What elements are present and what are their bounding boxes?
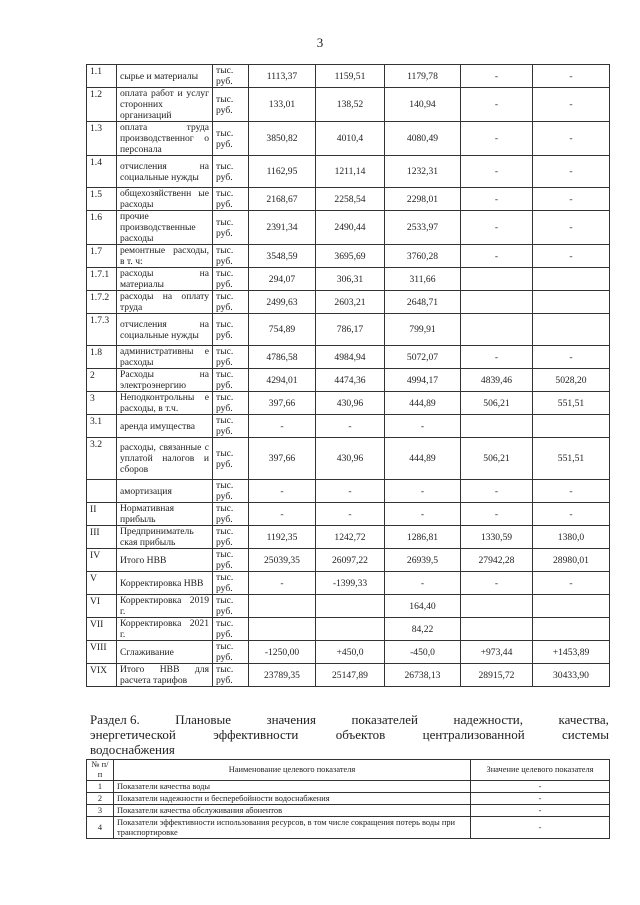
row-number: VIX [87,664,117,687]
row-name: расходы на материалы [117,268,213,291]
table-row [87,549,610,572]
table-row [87,805,610,817]
row-unit: тыс. руб. [213,549,249,572]
table-row [87,268,610,291]
row-value: 1179,78 [385,65,461,88]
row-value [461,618,533,641]
table-row [87,817,610,839]
row-value: 2391,34 [249,211,316,245]
row-value: 5072,07 [385,346,461,369]
row-value [461,595,533,618]
header-no: № п/п [87,760,114,781]
heading-word: показателей [351,712,419,727]
row-value: - [471,805,610,817]
row-value: - [533,480,610,503]
row-value: 2533,97 [385,211,461,245]
row-value: - [316,503,385,526]
table-row [87,526,610,549]
row-name: Корректировка НВВ [117,572,213,595]
table-row [87,346,610,369]
row-number: 3.1 [87,415,117,438]
row-value: 1211,14 [316,156,385,188]
row-value: 1242,72 [316,526,385,549]
row-value: 4786,58 [249,346,316,369]
row-number: 4 [87,817,114,839]
row-value: - [533,65,610,88]
row-name: прочие производственные расходы [117,211,213,245]
heading-word: Раздел 6. [90,712,140,727]
row-unit: тыс. руб. [213,211,249,245]
row-unit: тыс. руб. [213,188,249,211]
table-row [87,122,610,156]
table-row [87,480,610,503]
row-value: 311,66 [385,268,461,291]
row-value: 551,51 [533,438,610,480]
row-unit: тыс. руб. [213,664,249,687]
row-value: 26939,5 [385,549,461,572]
row-value: - [533,211,610,245]
heading-word: централизованной [422,727,525,742]
row-value: 1330,59 [461,526,533,549]
row-value: 1159,51 [316,65,385,88]
table-row [87,781,610,793]
row-value: 4474,36 [316,369,385,392]
row-number: 1.3 [87,122,117,156]
row-value: - [249,503,316,526]
table-row [87,503,610,526]
row-name: расходы на оплату труда [117,291,213,314]
row-value: 2490,44 [316,211,385,245]
table-row [87,641,610,664]
row-name: Показатели надежности и бесперебойности водоснабжения [114,793,471,805]
row-value: 786,17 [316,314,385,346]
row-value: 1113,37 [249,65,316,88]
row-value: - [461,156,533,188]
row-name: расходы, связанные с уплатой налогов и сборов [117,438,213,480]
row-value: - [471,781,610,793]
row-value [533,415,610,438]
row-value: 754,89 [249,314,316,346]
row-unit: тыс. руб. [213,641,249,664]
header-name: Наименование целевого показателя [114,760,471,781]
row-name: ремонтные расходы, в т. ч: [117,245,213,268]
row-number: 3 [87,392,117,415]
row-value [461,415,533,438]
row-value: - [471,793,610,805]
targets-table [86,759,610,839]
row-unit: тыс. руб. [213,65,249,88]
heading-word: надежности, [453,712,524,727]
row-name: Нормативная прибыль [117,503,213,526]
row-name: общехозяйственн ые расходы [117,188,213,211]
row-value: - [461,480,533,503]
row-value: 2499,63 [249,291,316,314]
heading-word: энергетической [90,727,176,742]
row-name: Показатели качества обслуживания абонентов [114,805,471,817]
row-value: - [385,480,461,503]
row-value: - [461,88,533,122]
row-number: 1.7 [87,245,117,268]
heading-word: системы [562,727,609,742]
row-value: 306,31 [316,268,385,291]
row-name: Сглаживание [117,641,213,664]
row-value [249,618,316,641]
row-value: 25147,89 [316,664,385,687]
row-name: амортизация [117,480,213,503]
table-row [87,188,610,211]
row-name: отчисления на социальные нужды [117,314,213,346]
row-number: II [87,503,117,526]
row-value: 27942,28 [461,549,533,572]
row-number: V [87,572,117,595]
row-value: - [533,572,610,595]
row-value [461,314,533,346]
row-number: 1.7.1 [87,268,117,291]
row-value: 430,96 [316,392,385,415]
row-value: - [533,188,610,211]
row-value: 25039,35 [249,549,316,572]
row-name: Корректировка 2019 г. [117,595,213,618]
row-value: 3760,28 [385,245,461,268]
row-value: 26097,22 [316,549,385,572]
row-value [316,595,385,618]
table-row [87,88,610,122]
row-value: 506,21 [461,392,533,415]
table-row [87,245,610,268]
heading-word: эффективности [213,727,299,742]
row-unit: тыс. руб. [213,480,249,503]
row-number: 1 [87,781,114,793]
row-number: 3.2 [87,438,117,480]
row-unit: тыс. руб. [213,415,249,438]
row-value: 3695,69 [316,245,385,268]
row-value: 2648,71 [385,291,461,314]
row-number: 2 [87,369,117,392]
row-value: - [249,415,316,438]
row-name: Итого НВВ для расчета тарифов [117,664,213,687]
row-unit: тыс. руб. [213,88,249,122]
row-value: - [533,156,610,188]
row-unit: тыс. руб. [213,369,249,392]
row-value: 1162,95 [249,156,316,188]
row-number: 3 [87,805,114,817]
row-value: 799,91 [385,314,461,346]
table-row [87,664,610,687]
row-unit: тыс. руб. [213,156,249,188]
row-value: 26738,13 [385,664,461,687]
row-number [87,480,117,503]
table-row [87,65,610,88]
row-name: Предприниматель ская прибыль [117,526,213,549]
row-value: -1250,00 [249,641,316,664]
row-number: 2 [87,793,114,805]
row-value: - [533,503,610,526]
row-value: 4080,49 [385,122,461,156]
row-value [316,618,385,641]
heading-word: Плановые [175,712,231,727]
table-row [87,392,610,415]
row-number: VI [87,595,117,618]
row-value: 4839,46 [461,369,533,392]
row-value: 1232,31 [385,156,461,188]
row-name: Итого НВВ [117,549,213,572]
table-row [87,314,610,346]
row-value [533,595,610,618]
row-value: - [385,572,461,595]
row-unit: тыс. руб. [213,572,249,595]
row-value: - [385,503,461,526]
row-unit: тыс. руб. [213,503,249,526]
table-row [87,291,610,314]
row-value [533,314,610,346]
row-value: +973,44 [461,641,533,664]
row-value: 397,66 [249,438,316,480]
row-name: Расходы на электроэнергию [117,369,213,392]
section-heading-line-3: водоснабжения [90,742,175,757]
row-value: 430,96 [316,438,385,480]
section-heading [90,712,609,757]
row-value: - [533,122,610,156]
table-row [87,793,610,805]
row-unit: тыс. руб. [213,438,249,480]
table-row [87,415,610,438]
row-value: - [249,572,316,595]
row-unit: тыс. руб. [213,618,249,641]
row-value: 28980,01 [533,549,610,572]
row-name: отчисления на социальные нужды [117,156,213,188]
row-name: Неподконтрольны е расходы, в т.ч. [117,392,213,415]
row-value: 1380,0 [533,526,610,549]
heading-word: значения [266,712,316,727]
row-unit: тыс. руб. [213,392,249,415]
row-number: 1.7.3 [87,314,117,346]
row-name: административны е расходы [117,346,213,369]
row-value: - [533,346,610,369]
row-number: 1.5 [87,188,117,211]
row-value: 2258,54 [316,188,385,211]
row-value: - [316,415,385,438]
row-value: - [533,245,610,268]
row-value: 4294,01 [249,369,316,392]
row-name: оплата работ и услуг сторонних организаций [117,88,213,122]
row-name: Показатели качества воды [114,781,471,793]
table-row [87,156,610,188]
row-value: 84,22 [385,618,461,641]
row-value: - [385,415,461,438]
table-row [87,618,610,641]
row-value [461,268,533,291]
row-unit: тыс. руб. [213,314,249,346]
row-unit: тыс. руб. [213,291,249,314]
row-value: 5028,20 [533,369,610,392]
header-value: Значение целевого показателя [471,760,610,781]
heading-word: качества, [558,712,609,727]
row-value: 4994,17 [385,369,461,392]
row-unit: тыс. руб. [213,268,249,291]
row-value: - [533,88,610,122]
row-value: 506,21 [461,438,533,480]
row-value: 1192,35 [249,526,316,549]
row-value: 138,52 [316,88,385,122]
row-value: - [461,503,533,526]
row-name: аренда имущества [117,415,213,438]
row-value: - [461,245,533,268]
page-number: 3 [316,35,324,50]
row-value: 2603,21 [316,291,385,314]
row-value [249,595,316,618]
row-value [533,618,610,641]
row-value: - [471,817,610,839]
row-unit: тыс. руб. [213,122,249,156]
row-value: +450,0 [316,641,385,664]
row-value: - [461,122,533,156]
row-value: 444,89 [385,392,461,415]
table-row [87,438,610,480]
table-row [87,369,610,392]
row-value: +1453,89 [533,641,610,664]
row-unit: тыс. руб. [213,526,249,549]
row-number: VIII [87,641,117,664]
row-value: 294,07 [249,268,316,291]
row-number: 1.6 [87,211,117,245]
row-value: -450,0 [385,641,461,664]
row-value: 4984,94 [316,346,385,369]
row-value: 2298,01 [385,188,461,211]
row-value: 23789,35 [249,664,316,687]
row-unit: тыс. руб. [213,346,249,369]
row-value: - [249,480,316,503]
row-unit: тыс. руб. [213,245,249,268]
row-number: III [87,526,117,549]
row-value: 444,89 [385,438,461,480]
row-value: 397,66 [249,392,316,415]
row-name: Корректировка 2021 г. [117,618,213,641]
heading-word: объектов [335,727,386,742]
table-row [87,595,610,618]
row-value: 133,01 [249,88,316,122]
row-number: 1.2 [87,88,117,122]
row-value [461,291,533,314]
row-value: - [316,480,385,503]
row-value: 30433,90 [533,664,610,687]
row-value: 2168,67 [249,188,316,211]
row-name: сырье и материалы [117,65,213,88]
row-value [533,291,610,314]
row-value: - [461,572,533,595]
row-number: 1.4 [87,156,117,188]
row-value: - [461,65,533,88]
row-value: 164,40 [385,595,461,618]
row-value: 3548,59 [249,245,316,268]
row-value: - [461,188,533,211]
row-value: -1399,33 [316,572,385,595]
row-value: 3850,82 [249,122,316,156]
row-value: 140,94 [385,88,461,122]
budget-table [86,64,610,687]
section-heading-line-1 [90,712,609,727]
row-number: 1.7.2 [87,291,117,314]
row-number: VII [87,618,117,641]
row-value: 551,51 [533,392,610,415]
row-name: Показатели эффективности использования ресурсов, в том числе сокращения потерь воды при транспортировке [114,817,471,839]
row-unit: тыс. руб. [213,595,249,618]
row-name: оплата труда производственног о персонала [117,122,213,156]
table-row [87,572,610,595]
row-number: 1.1 [87,65,117,88]
row-value: - [461,211,533,245]
row-value: 1286,81 [385,526,461,549]
row-number: 1.8 [87,346,117,369]
row-value [533,268,610,291]
row-value: 28915,72 [461,664,533,687]
row-number: IV [87,549,117,572]
table-row [87,211,610,245]
row-value: 4010,4 [316,122,385,156]
section-heading-line-2 [90,727,609,742]
row-value: - [461,346,533,369]
